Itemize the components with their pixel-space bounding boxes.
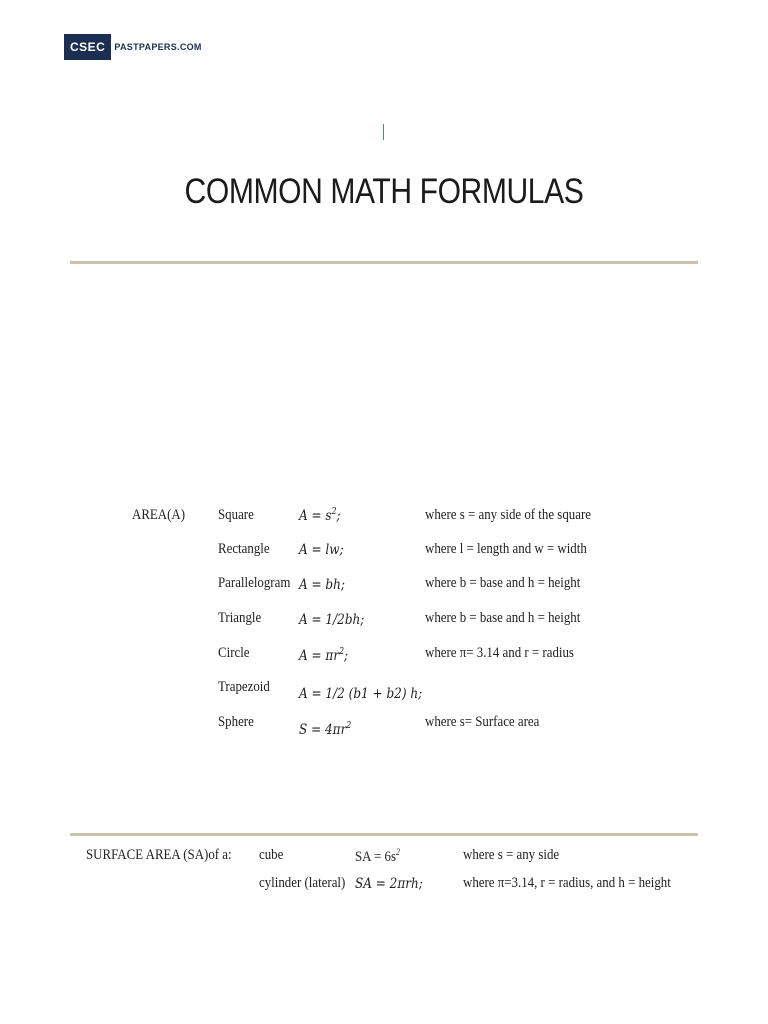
site-logo — [64, 34, 202, 60]
area-shape-triangle: Triangle — [218, 610, 262, 626]
area-shape-parallelogram: Parallelogram — [218, 575, 291, 591]
area-shape-square: Square — [218, 507, 254, 523]
area-note-triangle: where b = base and h = height — [425, 610, 581, 626]
text-cursor — [383, 124, 384, 140]
divider-top — [70, 261, 698, 264]
area-note-parallelogram: where b = base and h = height — [425, 575, 581, 591]
area-note-rectangle: where l = length and w = width — [425, 541, 587, 557]
area-shape-circle: Circle — [218, 645, 250, 661]
area-formula-trapezoid: A = 1/2 (b1 + b2) h; — [299, 686, 423, 702]
area-note-circle: where π= 3.14 and r = radius — [425, 645, 574, 661]
area-shape-rectangle: Rectangle — [218, 541, 270, 557]
logo-text: PASTPAPERS.COM — [114, 42, 202, 52]
divider-bottom — [70, 833, 698, 836]
area-formula-circle: $A = \pi r^2$; — [299, 647, 349, 664]
area-section-label: AREA(A) — [132, 507, 186, 523]
surface-area-section-label: SURFACE AREA (SA)of a: — [86, 847, 232, 863]
area-formula-square: $A = s^2$; — [299, 507, 341, 524]
area-note-sphere: where s= Surface area — [425, 714, 540, 730]
area-shape-trapezoid: Trapezoid — [218, 679, 270, 695]
sa-shape-cylinder: cylinder (lateral) — [259, 875, 346, 891]
logo-box: CSEC — [64, 34, 111, 60]
area-formula-sphere: $S = 4\pi r^2$ — [299, 721, 352, 738]
area-formula-triangle: A = 1/2bh; — [299, 612, 365, 628]
area-formula-parallelogram: A = bh; — [299, 577, 345, 593]
area-formula-rectangle: A = lw; — [299, 542, 344, 558]
area-shape-sphere: Sphere — [218, 714, 254, 730]
sa-note-cylinder: where π=3.14, r = radius, and h = height — [463, 875, 671, 891]
sa-note-cube: where s = any side — [463, 847, 560, 863]
sa-formula-cylinder: SA = 2πrh; — [355, 876, 423, 892]
page-title: COMMON MATH FORMULAS — [184, 172, 584, 211]
sa-shape-cube: cube — [259, 847, 284, 863]
area-note-square: where s = any side of the square — [425, 507, 591, 523]
sa-formula-cube: SA = $6s^2$ — [355, 847, 400, 865]
